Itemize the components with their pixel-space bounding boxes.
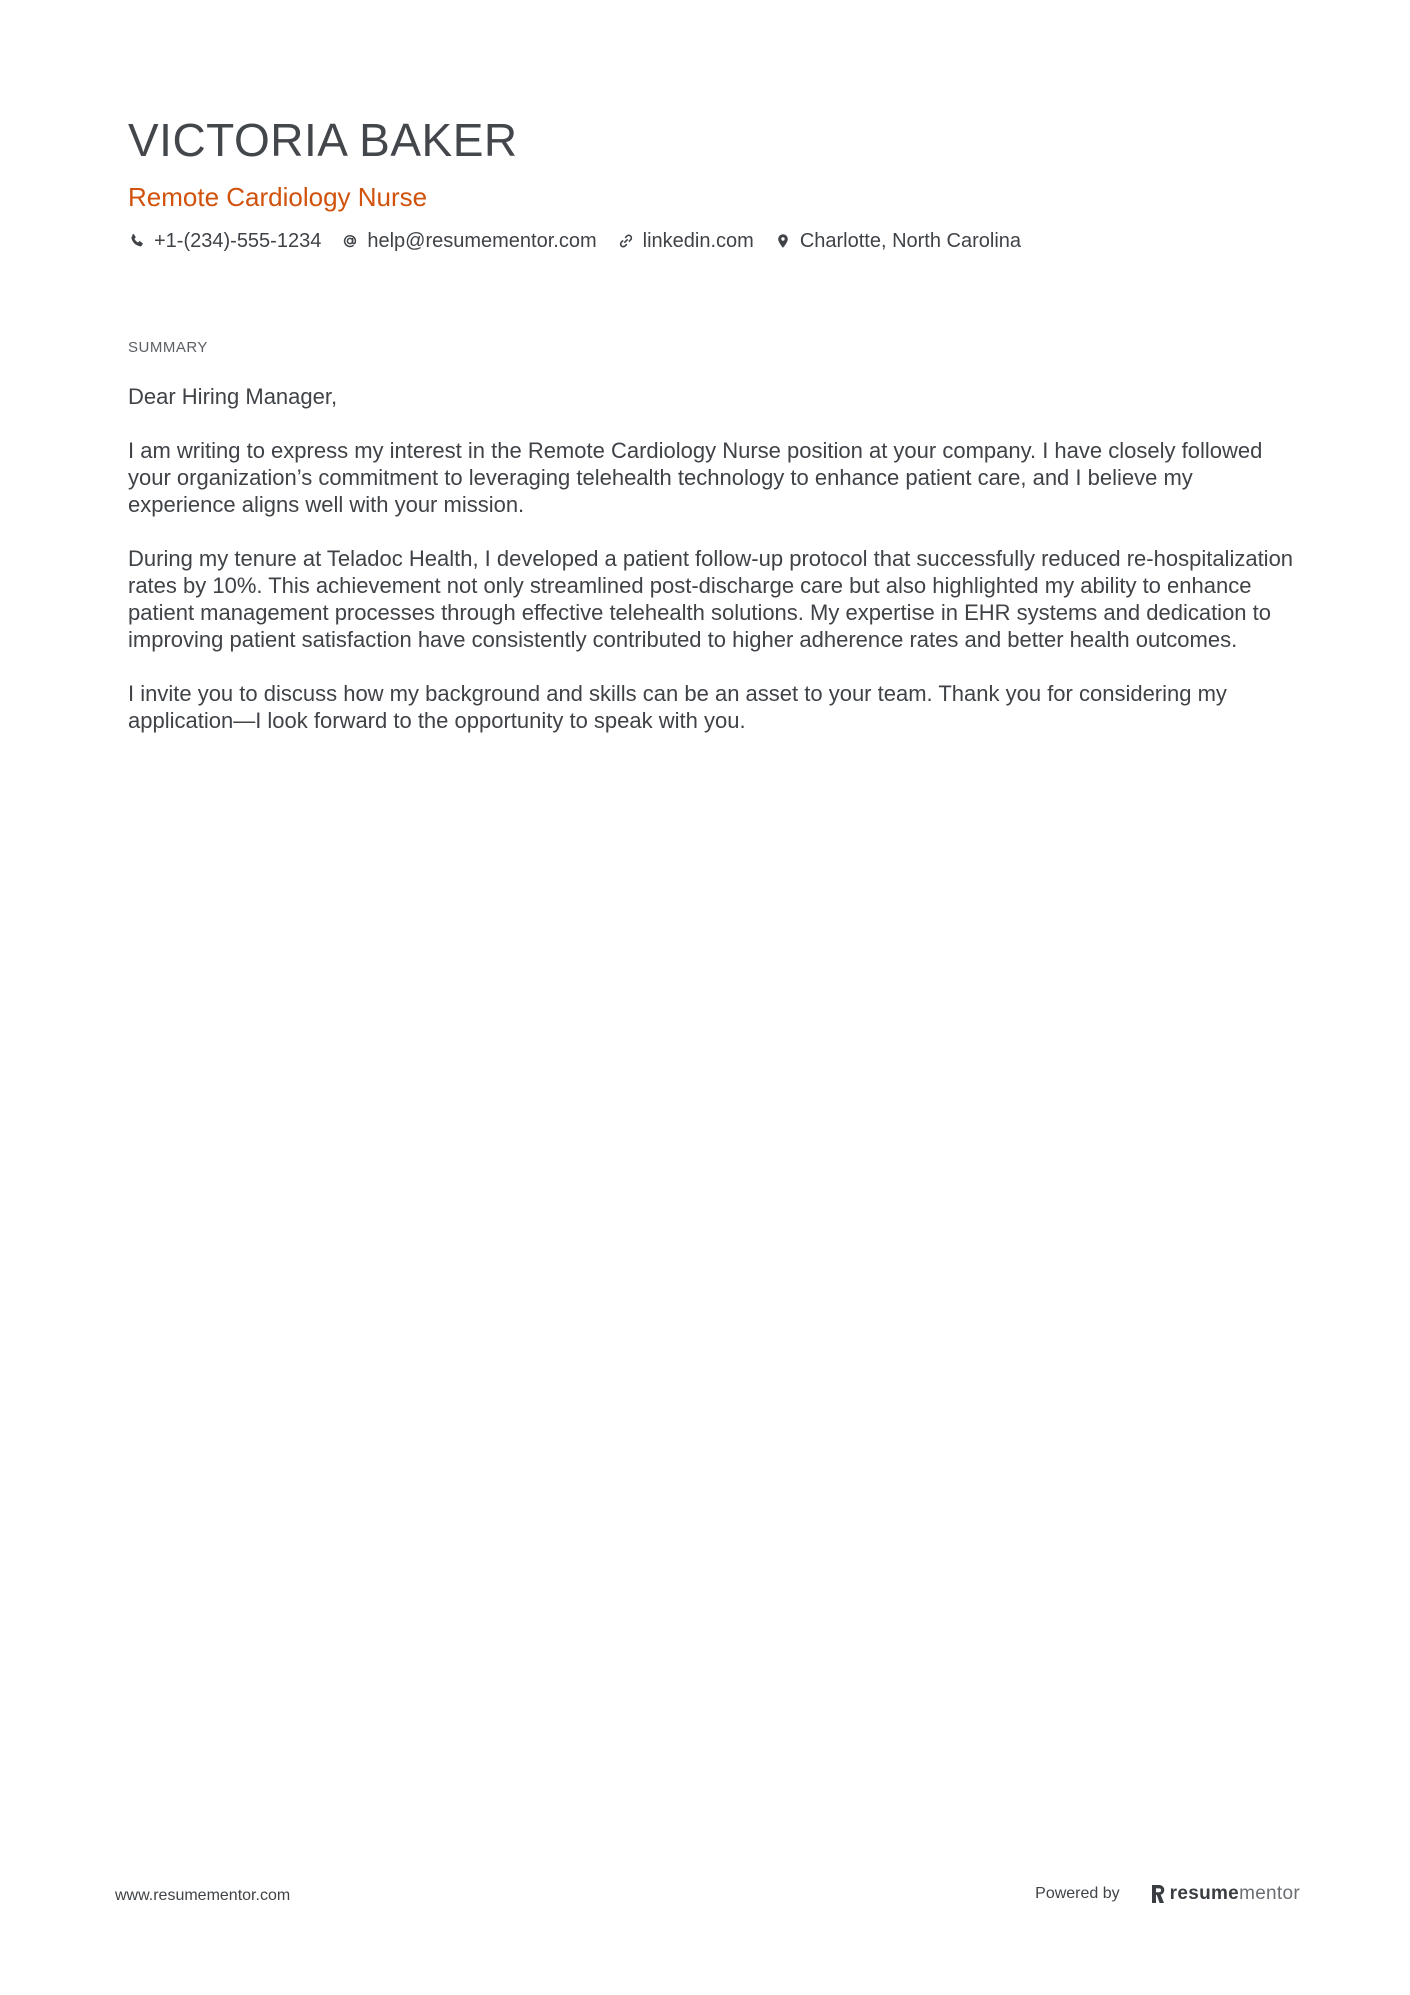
contact-location bbox=[774, 230, 1021, 253]
letter-body bbox=[128, 383, 1298, 761]
letter-paragraph-intro: I am writing to express my interest in the Remote Cardiology Nurse position at your company. I have closely followed your organization’s commitment to leveraging telehealth technology to enhance patient care, and I believe my experience aligns well with your mission. bbox=[128, 438, 1263, 517]
section-label-summary: SUMMARY bbox=[128, 339, 208, 356]
phone-text: +1-(234)-555-1234 bbox=[154, 229, 322, 252]
link-icon bbox=[617, 232, 635, 250]
footer-website[interactable]: www.resumementor.com bbox=[115, 1887, 291, 1904]
brand-name-part2: mentor bbox=[1239, 1883, 1300, 1904]
location-pin-icon bbox=[774, 232, 792, 250]
at-icon bbox=[341, 232, 359, 250]
brand-name-part1: resume bbox=[1169, 1883, 1240, 1904]
contact-bar bbox=[128, 226, 1041, 256]
letter-paragraph-experience: During my tenure at Teladoc Health, I developed a patient follow-up protocol that successfully reduced re-hospitalization rates by 10%. This achievement not only streamlined post-discharge care but also highlighted my ability to enhance patient management processes through effective telehealth solutions. My expertise in EHR systems and dedication to improving patient satisfaction have consistently contributed to higher adherence rates and better health outcomes. bbox=[128, 546, 1294, 652]
powered-by-label: Powered by bbox=[1035, 1885, 1120, 1902]
job-title: Remote Cardiology Nurse bbox=[128, 182, 428, 212]
contact-website[interactable] bbox=[617, 230, 754, 253]
contact-email[interactable] bbox=[341, 230, 596, 253]
phone-icon bbox=[128, 232, 146, 250]
letter-paragraph-closing: I invite you to discuss how my background and skills can be an asset to your team. Thank you for considering my application—I look forward to the opportunity to speak with you. bbox=[128, 681, 1227, 733]
contact-phone bbox=[128, 230, 321, 253]
location-text: Charlotte, North Carolina bbox=[799, 229, 1022, 252]
brand-mark-icon bbox=[1150, 1884, 1166, 1904]
candidate-name: VICTORIA BAKER bbox=[128, 114, 518, 166]
letter-salutation: Dear Hiring Manager, bbox=[128, 384, 338, 409]
website-text[interactable]: linkedin.com bbox=[642, 229, 754, 252]
footer-branding bbox=[1035, 1883, 1300, 1905]
email-text[interactable]: help@resumementor.com bbox=[367, 229, 597, 252]
brand-logo[interactable] bbox=[1150, 1883, 1300, 1905]
